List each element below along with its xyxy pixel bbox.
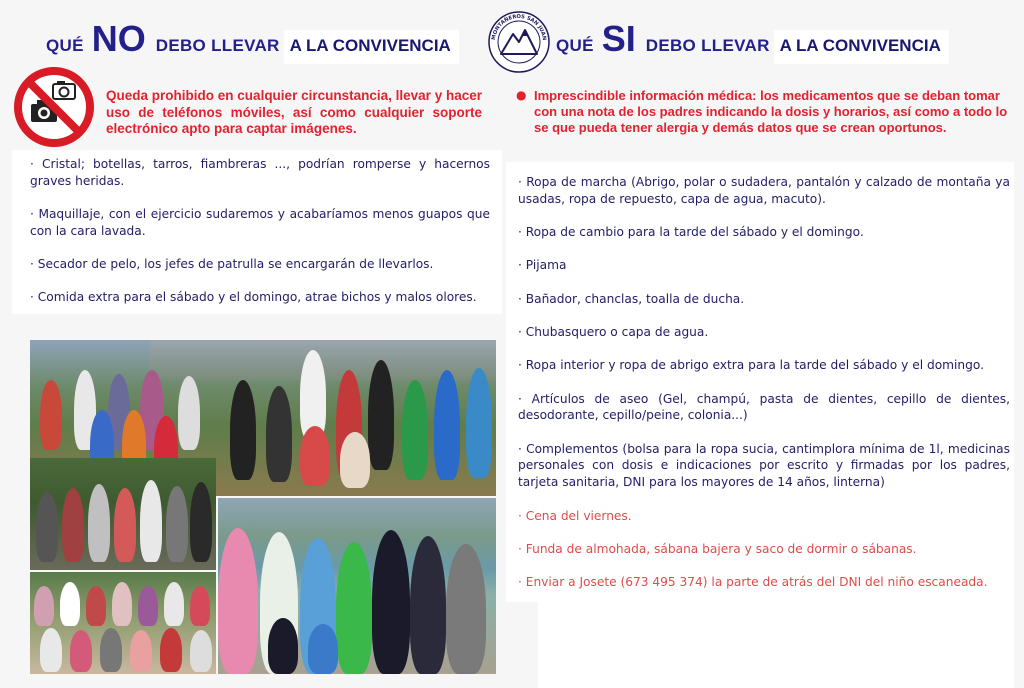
red-dot-icon: ● [516, 88, 527, 102]
header-no-middle: DEBO LLEVAR [155, 36, 280, 55]
header-no-suffix: A LA CONVIVENCIA [284, 30, 459, 64]
header-si-prefix: QUÉ [556, 36, 594, 55]
header-si-big: SI [601, 18, 636, 59]
list-item: · Ropa de marcha (Abrigo, polar o sudadera, pantalón y calzado de montaña ya usadas, ropa de repuesto, capa de agua, macuto). [518, 175, 1010, 206]
header-si-middle: DEBO LLEVAR [645, 36, 770, 55]
header-si-suffix: A LA CONVIVENCIA [774, 30, 949, 64]
list-item: · Cristal; botellas, tarros, fiambreras ..., podrían romperse y hacernos graves heridas. [30, 157, 490, 188]
list-item: · Secador de pelo, los jefes de patrulla se encargarán de llevarlos. [30, 257, 434, 272]
warning-left: Queda prohibido en cualquier circunstancia, llevar y hacer uso de teléfonos móviles, así como cualquier soporte electrónico apto para captar imágenes. [106, 88, 482, 136]
list-item: · Comida extra para el sábado y el domingo, atrae bichos y malos olores. [30, 290, 477, 305]
list-item-highlight: · Enviar a Josete (673 495 374) la parte de atrás del DNI del niño escaneada. [518, 575, 988, 590]
group-photo-field [30, 572, 216, 674]
list-item: · Pijama [518, 258, 567, 273]
header-si [556, 18, 949, 68]
list-item: · Bañador, chanclas, toalla de ducha. [518, 291, 745, 306]
list-item-highlight: · Cena del viernes. [518, 508, 632, 523]
no-items-list [30, 156, 490, 323]
no-camera-icon [13, 66, 95, 148]
warning-right [518, 88, 1008, 136]
list-item: · Chubasquero o capa de agua. [518, 324, 709, 339]
yes-items-list [518, 174, 1010, 607]
list-item: · Artículos de aseo (Gel, champú, pasta de dientes, cepillo de dientes, desodorante, cepillo/peine, colonia...) [518, 391, 1010, 423]
list-item: · Complementos (bolsa para la ropa sucia, cantimplora mínima de 1l, medicinas personales con dosis e indicaciones por escrito y firmadas por los padres, tarjeta sanitaria, DNI para los mayores de 14 años, linterna) [518, 441, 1010, 490]
group-photo-forest [30, 458, 216, 570]
list-item-highlight: · Funda de almohada, sábana bajera y saco de dormir o sábanas. [518, 541, 917, 556]
warning-right-text: Imprescindible información médica: los medicamentos que se deban tomar con una nota de los padres indicando la dosis y horarios, así como a todo lo se que pueda tener alergia y demás datos que se crean oportunos. [534, 88, 1008, 135]
photo-collage [30, 340, 496, 674]
group-photo-lake [218, 498, 496, 674]
right-bottom-panel [538, 600, 1014, 688]
header-no-big: NO [91, 18, 146, 59]
logo-text: MONTAÑEROS SAN JUAN [491, 13, 547, 41]
club-logo [487, 10, 551, 74]
list-item: · Ropa de cambio para la tarde del sábado y el domingo. [518, 225, 864, 240]
header-no-prefix: QUÉ [46, 36, 84, 55]
list-item: · Ropa interior y ropa de abrigo extra para la tarde del sábado y el domingo. [518, 358, 984, 373]
list-item: · Maquillaje, con el ejercicio sudaremos y acabaríamos menos guapos que con la cara lavada. [30, 207, 490, 238]
header-no [46, 18, 459, 68]
